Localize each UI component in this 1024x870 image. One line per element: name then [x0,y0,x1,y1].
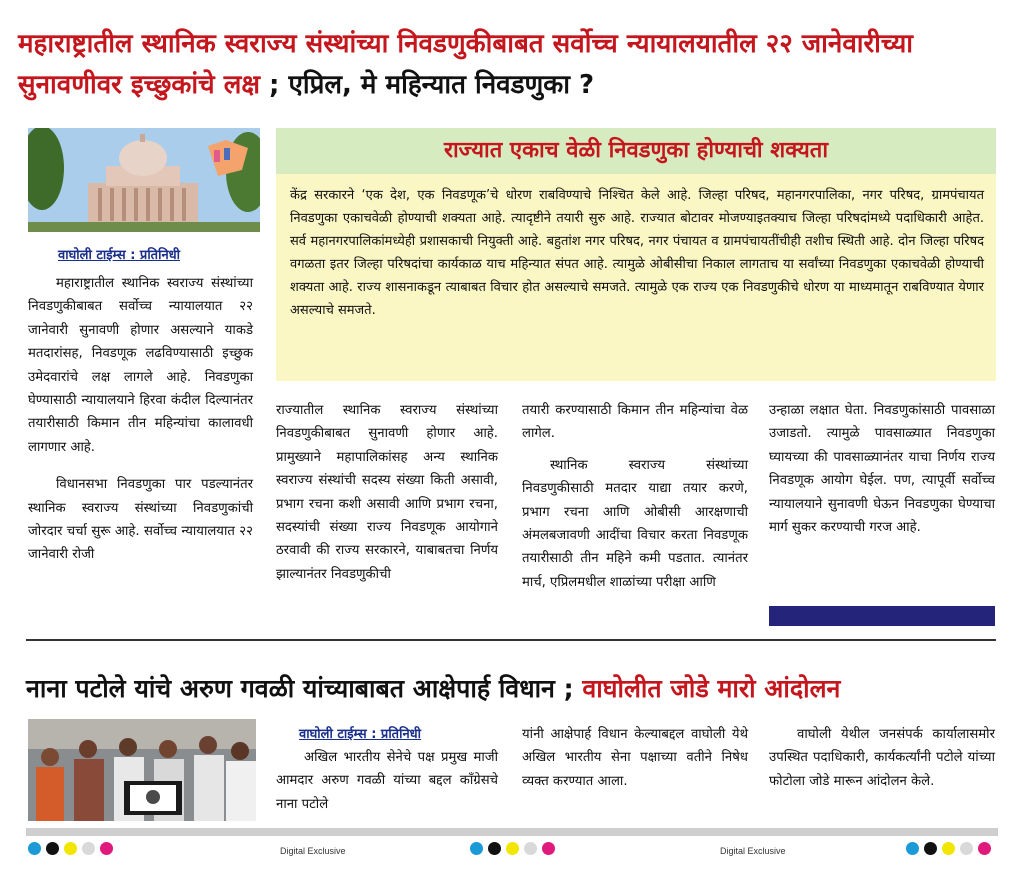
article1-col3-paragraph1: तयारी करण्यासाठी किमान तीन महिन्यांचा वेळ लागेल. [522,403,748,442]
article2-column-1 [276,746,498,816]
article1-col1-paragraph1: महाराष्ट्रातील स्थानिक स्वराज्य संस्थांच्या निवडणुकीबाबत सर्वोच्च न्यायालयात २२ जानेवारी सुनावणी होणार असल्याने याकडे मतदारांसह, निवडणूक लढविण्यासाठी इच्छुक उमेदवारांचे लक्ष लागले आहे. निवडणुका घेण्यासाठी न्यायालयाने हिरवा कंदील दिल्यानंतर तयारीसाठी किमान तीन महिन्यांचा कालावधी लागणार आहे. [28,276,253,455]
main-headline [18,24,1008,106]
article2-col1-paragraph: अखिल भारतीय सेनेचे पक्ष प्रमुख माजी आमदार अरुण गवळी यांच्या बद्दल कॉंग्रेसचे नाना पटोले [276,750,498,812]
article2-column-2: यांनी आक्षेपार्ह विधान केल्याबद्दल वाघोली येथे अखिल भारतीय सेना पक्षाच्या वतीने निषेध व्यक्त करण्यात आला. [522,727,748,789]
registration-dot [506,842,519,855]
registration-dot [542,842,555,855]
footer-bar [26,828,998,836]
supreme-court-illustration [28,128,260,232]
second-headline-red-part: वाघोलीत जोडे मारो आंदोलन [582,674,841,703]
article2-byline: वाघोली टाईम्स : प्रतिनिधी [299,727,422,742]
registration-dot [100,842,113,855]
highlight-box-title: राज्यात एकाच वेळी निवडणुका होण्याची शक्यता [276,128,996,174]
column-end-bar [769,606,995,626]
registration-dot [64,842,77,855]
article2-col3-paragraph: वाघोली येथील जनसंपर्क कार्यालासमोर उपस्थित पदाधिकारी, कार्यकर्त्यांनी पटोले यांच्या फोटोला जोडे मारून आंदोलन केले. [769,727,995,789]
footer-label-left: Digital Exclusive [280,846,346,856]
color-registration-dots-center [470,842,555,856]
headline-red-part: महाराष्ट्रातील स्थानिक स्वराज्य संस्थांच्या निवडणुकीबाबत सर्वोच्च न्यायालयातील २२ जानेवारीच्या सुनावणीवर इच्छुकांचे लक्ष [18,29,914,100]
article1-column-1 [28,272,253,567]
registration-dot [978,842,991,855]
article1-col3-paragraph2: स्थानिक स्वराज्य संस्थांच्या निवडणुकीसाठी मतदार याद्या तयार करणे, प्रभाग रचना आणि ओबीसी आरक्षणाची अंमलबजावणी आदींचा विचार करता निवडणूक तयारीसाठी तीन महिने कमी पडतात. त्यानंतर मार्च, एप्रिलमधील शाळांच्या परीक्षा आणि [522,457,748,590]
registration-dot [470,842,483,855]
footer-label-right: Digital Exclusive [720,846,786,856]
protest-illustration [28,719,256,821]
article2-column-3 [769,723,995,793]
second-headline [26,671,1006,707]
article1-column-3 [522,399,748,594]
registration-dot [46,842,59,855]
highlight-box-text: केंद्र सरकारने ‘एक देश, एक निवडणूक’चे धोरण राबविण्याचे निश्चित केले आहे. जिल्हा परिषद, महानगरपालिका, नगर परिषद, ग्रामपंचायत निवडणुका एकाचवेळी होण्याची शक्यता आहे. त्यादृष्टीने तयारी सुरु आहे. राज्यात बोटावर मोजण्याइतक्याच जिल्हा परिषदांमध्ये पदाधिकारी आहेत. सर्व महानगरपालिकांमध्येही प्रशासकाची नियुक्ती आहे. बहुतांश नगर परिषद, नगर पंचायत व ग्रामपंचायतींचीही तशीच स्थिती आहे. दोन जिल्हा परिषद वगळता इतर जिल्हा परिषदांचा कार्यकाळ याच महिन्यात संपत आहे. त्यामुळे ओबीसीचा निकाल लागताच या सर्वांच्या निवडणुका एकाचवेळी होण्याची शक्यता आहे. राज्य शासनाकडून त्याबाबत विचार होत असल्याचे समजते. त्यामुळे एक राज्य एक निवडणुकीचे धोरण या माध्यमातून राबविण्यात येणार असल्याचे समजते. [290,188,984,318]
registration-dot [28,842,41,855]
registration-dot [524,842,537,855]
registration-dot [906,842,919,855]
color-registration-dots-left [28,842,113,856]
article1-column-2: राज्यातील स्थानिक स्वराज्य संस्थांच्या निवडणुकीबाबत सुनावणी होणार आहे. प्रामुख्याने महापालिकांसह अन्य स्थानिक स्वराज्य संस्थांची सदस्य संख्या किती असावी, प्रभाग रचना कशी असावी आणि प्रभाग रचना, सदस्यांची संख्या राज्य निवडणूक आयोगाने ठरवावी की राज्य सरकारने, याबाबतचा निर्णय झाल्यानंतर निवडणुकीची [276,403,498,582]
section-divider [26,639,996,641]
protest-photo [28,719,256,821]
article1-col1-paragraph2: विधानसभा निवडणुका पार पडल्यानंतर स्थानिक स्वराज्य संस्थांच्या निवडणुकांची जोरदार चर्चा सुरू आहे. सर्वोच्च न्यायालयात २२ जानेवारी रोजी [28,477,253,563]
second-headline-black-part: नाना पटोले यांचे अरुण गवळी यांच्याबाबत आक्षेपार्ह विधान ; [26,674,583,703]
registration-dot [942,842,955,855]
article1-byline: वाघोली टाईम्स : प्रतिनिधी [58,248,181,263]
article1-column-4: उन्हाळा लक्षात घेता. निवडणुकांसाठी पावसाळा उजाडतो. त्यामुळे पावसाळ्यात निवडणुका घ्यायच्या की पावसाळ्यानंतर याचा निर्णय राज्य निवडणूक आयोग घेईल. पण, त्यापूर्वी सर्वोच्च न्यायालयाने सुनावणी घेऊन निवडणुका घेण्याचा मार्ग सुकर करण्याची गरज आहे. [769,403,995,536]
registration-dot [82,842,95,855]
headline-black-part: ; एप्रिल, मे महिन्यात निवडणुका ? [259,70,595,100]
registration-dot [924,842,937,855]
supreme-court-photo [28,128,260,232]
color-registration-dots-right [906,842,991,856]
registration-dot [960,842,973,855]
registration-dot [488,842,501,855]
